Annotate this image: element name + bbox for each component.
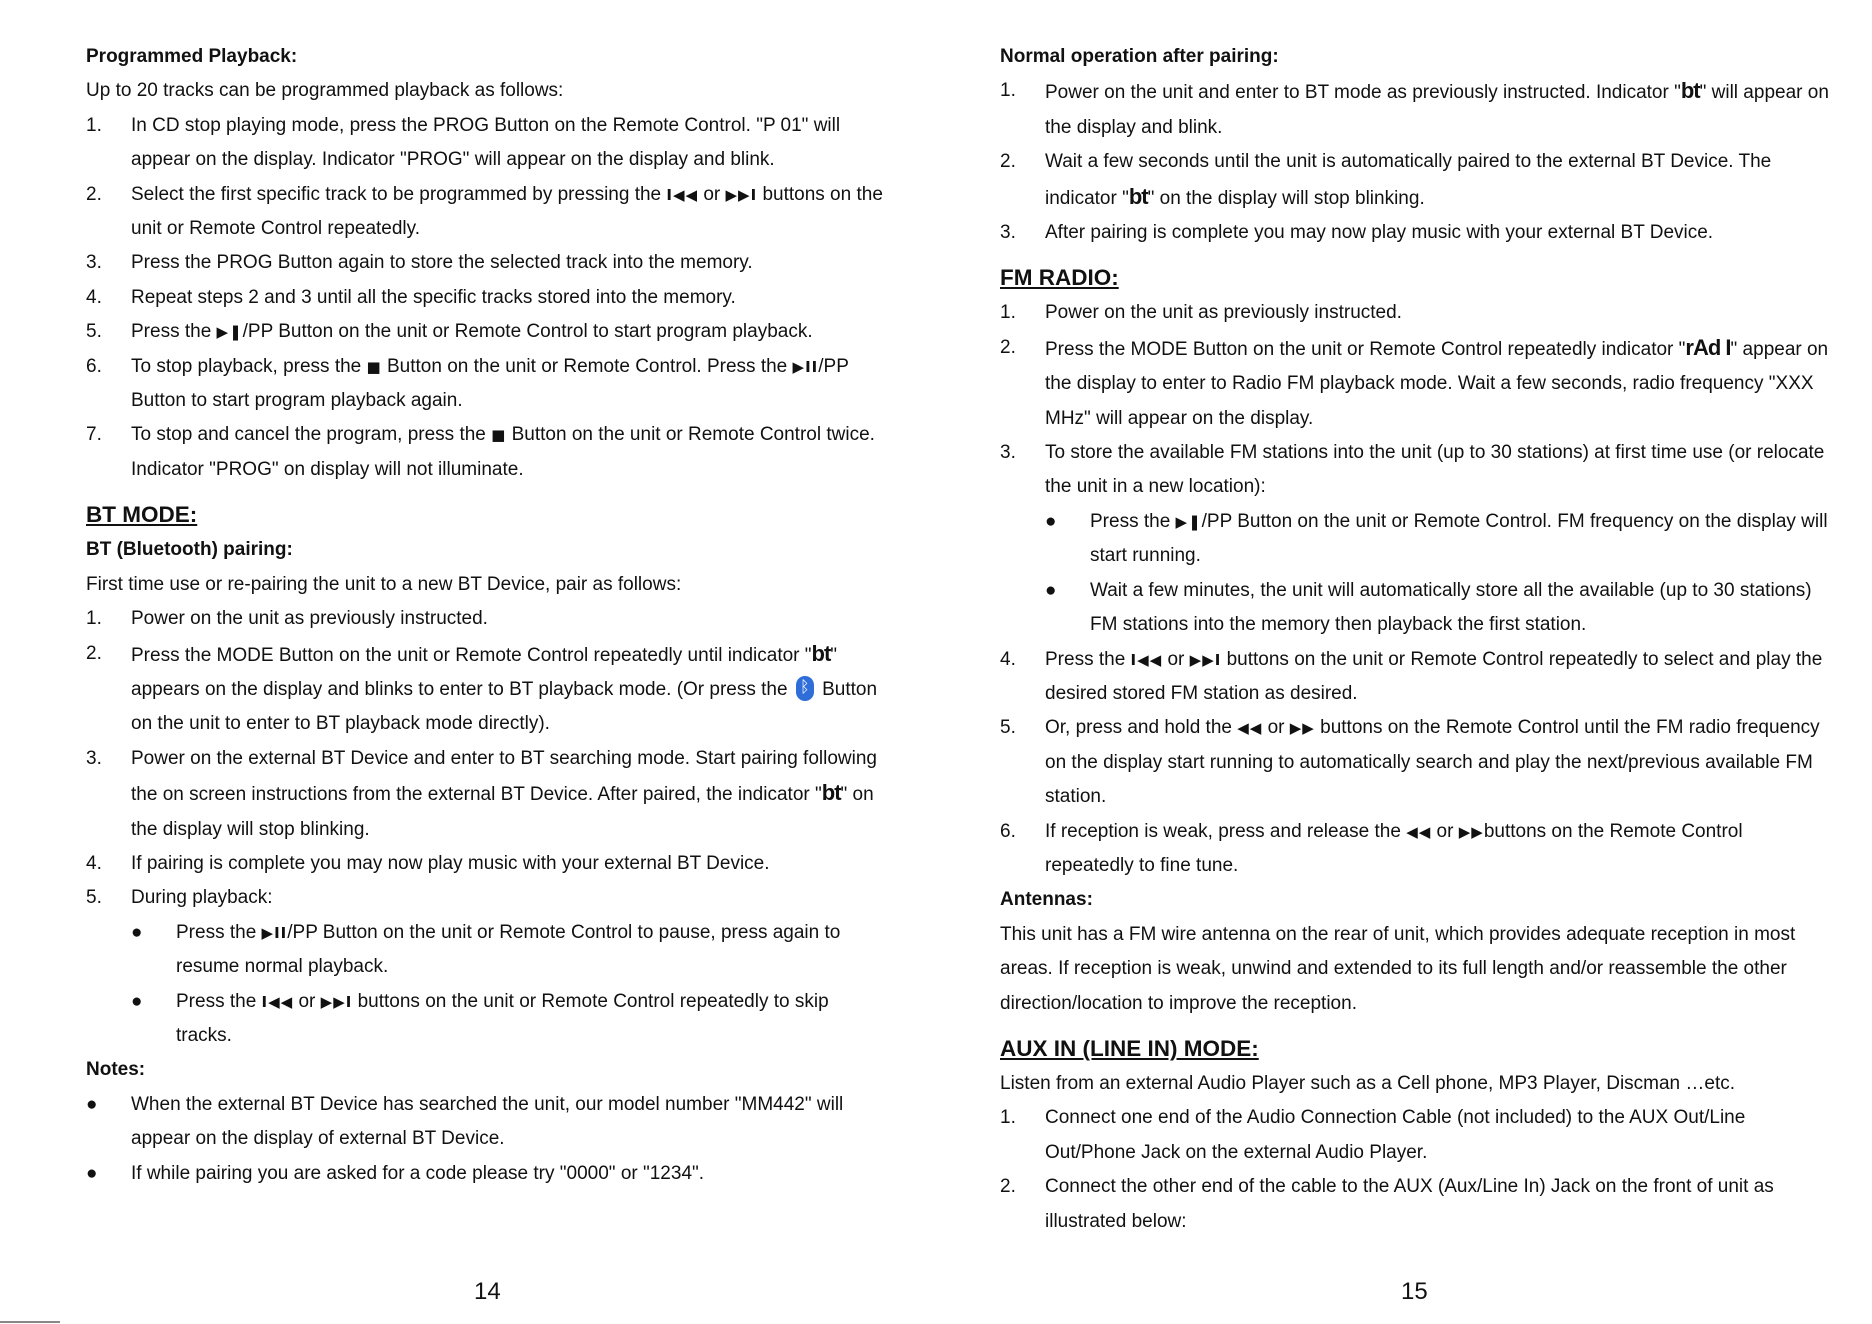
step-text: Press the I◀◀ or ▶▶I buttons on the unit or Remote Control repeatedly to select and play the desired stored FM station as desired. [1045,648,1823,704]
step-text: Power on the unit as previously instructed. [1045,302,1402,324]
antennas-text: This unit has a FM wire antenna on the rear of unit, which provides adequate reception in most areas. If reception is weak, unwind and extended to its full length and/or reassemble the other direction/location to improve the reception. [1000,923,1796,1014]
step-text: During playback: [131,887,273,909]
list-item [1000,711,1830,814]
bullet-item [131,985,886,1054]
note-text: If while pairing you are asked for a code please try "0000" or "1234". [131,1162,705,1184]
left-column [86,40,886,1191]
step-number: 2. [1000,1176,1016,1198]
list-item [86,315,886,349]
step-text: In CD stop playing mode, press the PROG Button on the Remote Control. "P 01" will appear on the display. Indicator "PROG" will appear on the display and blink. [131,114,841,171]
step-text: Wait a few seconds until the unit is automatically paired to the external BT Device. The indicator "bt" on the display will stop blinking. [1045,151,1772,209]
step-number: 1. [86,608,102,630]
play-pause-icon: ▶II [792,357,819,376]
next-track-icon: ▶▶I [1189,650,1222,669]
prev-track-icon: I◀◀ [666,185,699,204]
step-text: Press the MODE Button on the unit or Remote Control repeatedly until indicator "bt" appears on the display and blinks to enter to BT playback mode. (Or press the ᛒ Button on the unit to enter to BT playback mode directly). [131,637,886,742]
bullet-item [1045,574,1830,643]
step-number: 1. [1000,302,1016,324]
play-pause-icon: ▶❚ [1175,512,1202,531]
antennas-heading: Antennas: [1000,889,1093,911]
bullet-text: Wait a few minutes, the unit will automatically store all the available (up to 30 stations) FM stations into the memory then playback the first station. [1090,579,1812,636]
list-item [1000,1101,1830,1170]
step-number: 5. [86,887,102,909]
page-number: 14 [474,1278,501,1305]
step-number: 2. [86,642,102,664]
step-text: Power on the unit and enter to BT mode as previously instructed. Indicator "bt" will appear on the display and blink. [1045,78,1829,138]
step-number: 2. [1000,151,1016,173]
stop-icon: ■ [491,426,507,445]
bullet-icon: ● [131,990,143,1012]
bullet-text: Press the ▶❚/PP Button on the unit or Remote Control. FM frequency on the display will start running. [1090,510,1828,567]
list-item [1000,643,1830,712]
list-item [86,281,886,315]
right-column [1000,40,1830,1239]
prev-track-icon: I◀◀ [261,992,294,1011]
step-number: 5. [86,321,102,343]
step-text: Select the first specific track to be programmed by pressing the I◀◀ or ▶▶I buttons on the unit or Remote Control repeatedly. [131,183,883,240]
list-item [86,602,886,636]
step-number: 4. [86,852,102,874]
bt-intro: First time use or re-pairing the unit to a new BT Device, pair as follows: [86,573,682,595]
next-track-icon: ▶▶I [320,992,353,1011]
note-item [86,1088,886,1157]
list-item [86,881,886,915]
bt-display-indicator: bt [1680,78,1700,104]
rewind-icon: ◀◀ [1406,822,1432,841]
right-page [936,0,1872,1324]
step-text: After pairing is complete you may now play music with your external BT Device. [1045,222,1714,244]
play-pause-icon: ▶❚ [216,323,243,342]
step-text: To stop playback, press the ■ Button on the unit or Remote Control. Press the ▶II/PP Button to start program playback again. [131,355,849,412]
bt-display-indicator: bt [811,640,831,666]
bt-display-indicator: bt [1128,183,1148,209]
bullet-icon: ● [86,1093,98,1115]
list-item [1000,296,1830,330]
step-number: 7. [86,424,102,446]
step-number: 1. [1000,1107,1016,1129]
fast-forward-icon: ▶▶ [1458,822,1484,841]
step-number: 6. [1000,820,1016,842]
step-number: 4. [1000,648,1016,670]
normal-operation-heading: Normal operation after pairing: [1000,46,1279,67]
bullet-item [1045,505,1830,574]
list-item [86,418,886,487]
bullet-icon: ● [1045,510,1057,532]
note-item [86,1157,886,1191]
note-text: When the external BT Device has searched the unit, our model number "MM442" will appear on the display of external BT Device. [131,1093,844,1150]
step-text: If pairing is complete you may now play music with your external BT Device. [131,852,770,874]
step-text: Power on the unit as previously instructed. [131,608,488,630]
bullet-icon: ● [1045,579,1057,601]
list-item [1000,74,1830,145]
bluetooth-icon [796,676,814,701]
step-number: 5. [1000,717,1016,739]
step-number: 1. [86,114,102,136]
step-number: 3. [86,252,102,274]
bt-mode-section-title: BT MODE: [86,502,198,528]
list-item [86,637,886,742]
list-item [1000,331,1830,436]
stop-icon: ■ [366,357,382,376]
step-number: 4. [86,286,102,308]
bt-display-indicator: bt [821,780,841,806]
page-number: 15 [1401,1278,1428,1305]
bullet-icon: ● [131,921,143,943]
radio-display-indicator: rAd I [1685,334,1731,360]
list-item [86,742,886,847]
bullet-text: Press the I◀◀ or ▶▶I buttons on the unit or Remote Control repeatedly to skip tracks. [176,990,829,1046]
aux-intro: Listen from an external Audio Player such as a Cell phone, MP3 Player, Discman …etc. [1000,1072,1736,1094]
step-number: 3. [1000,222,1016,244]
list-item [1000,815,1830,884]
list-item [1000,1170,1830,1239]
step-text: Press the PROG Button again to store the selected track into the memory. [131,252,753,274]
fast-forward-icon: ▶▶ [1289,719,1315,738]
list-item [86,246,886,280]
bt-pairing-heading: BT (Bluetooth) pairing: [86,539,293,561]
fm-radio-section-title: FM RADIO: [1000,265,1119,291]
rewind-icon: ◀◀ [1237,719,1263,738]
step-number: 2. [86,183,102,205]
programmed-playback-heading: Programmed Playback: [86,46,298,67]
prev-track-icon: I◀◀ [1130,650,1163,669]
step-text: Repeat steps 2 and 3 until all the specific tracks stored into the memory. [131,286,736,308]
step-number: 3. [86,747,102,769]
step-text: Connect one end of the Audio Connection Cable (not included) to the AUX Out/Line Out/Phone Jack on the external Audio Player. [1045,1107,1746,1163]
step-text: Power on the external BT Device and enter to BT searching mode. Start pairing following the on screen instructions from the external BT Device. After paired, the indicator "bt" on the display will stop blinking. [131,747,877,840]
list-item [1000,145,1830,216]
bullet-icon: ● [86,1162,98,1184]
bullet-item [131,916,886,985]
aux-in-section-title: AUX IN (LINE IN) MODE: [1000,1035,1259,1061]
edge-divider [0,1321,60,1323]
next-track-icon: ▶▶I [725,185,758,204]
list-item [86,178,886,247]
step-text: Press the ▶❚/PP Button on the unit or Remote Control to start program playback. [131,321,813,343]
step-text: Press the MODE Button on the unit or Remote Control repeatedly indicator "rAd I" appear on the display to enter to Radio FM playback mode. Wait a few seconds, radio frequency "XXX MHz" will appear on the display. [1045,334,1829,429]
step-number: 1. [1000,80,1016,102]
notes-heading: Notes: [86,1059,146,1081]
step-number: 3. [1000,442,1016,464]
list-item [86,847,886,881]
step-text: Connect the other end of the cable to the AUX (Aux/Line In) Jack on the front of unit as illustrated below: [1045,1176,1774,1232]
step-number: 6. [86,355,102,377]
list-item [86,350,886,419]
programmed-intro: Up to 20 tracks can be programmed playback as follows: [86,80,564,102]
play-pause-icon: ▶II [261,923,288,942]
step-text: If reception is weak, press and release the ◀◀ or ▶▶buttons on the Remote Control repeatedly to fine tune. [1045,820,1743,876]
step-text: To store the available FM stations into the unit (up to 30 stations) at first time use (or relocate the unit in a new location): [1045,442,1825,498]
step-number: 2. [1000,336,1016,358]
step-text: To stop and cancel the program, press the ■ Button on the unit or Remote Control twice. Indicator "PROG" on display will not illuminate. [131,424,875,480]
list-item [1000,436,1830,505]
list-item [86,109,886,178]
bullet-text: Press the ▶II/PP Button on the unit or Remote Control to pause, press again to resume normal playback. [176,921,841,978]
step-text: Or, press and hold the ◀◀ or ▶▶ buttons on the Remote Control until the FM radio frequency on the display start running to automatically search and play the next/previous available FM station. [1045,717,1820,808]
list-item [1000,216,1830,250]
